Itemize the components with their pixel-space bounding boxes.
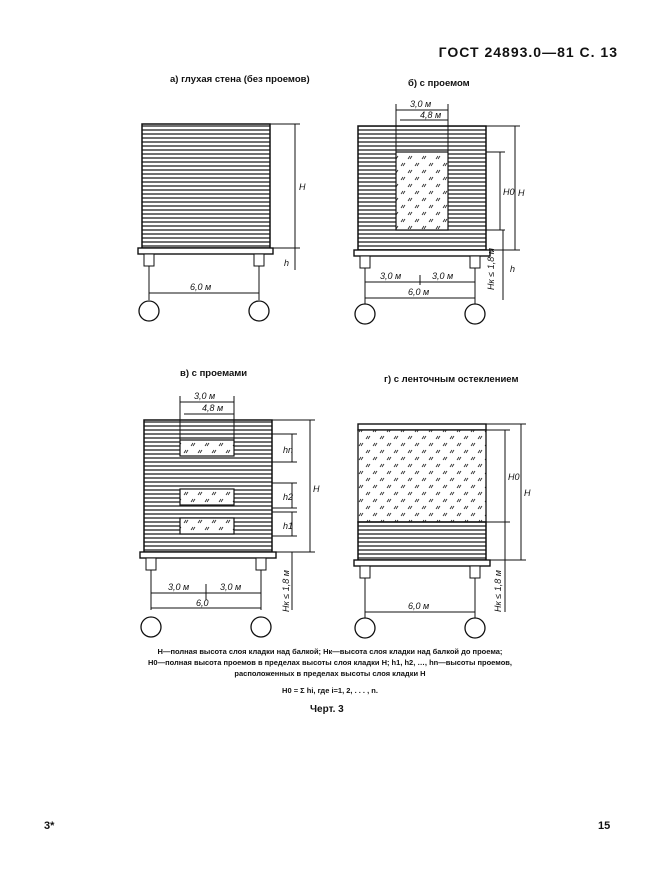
column-left	[355, 304, 375, 324]
column-right	[465, 618, 485, 638]
page-header: ГОСТ 24893.0—81 С. 13	[438, 44, 618, 60]
caption-a: а) глухая стена (без проемов)	[170, 74, 310, 85]
support-left	[146, 558, 156, 570]
beam	[138, 248, 273, 254]
hk-label: Hк ≤ 1,8 м	[493, 570, 503, 612]
beam	[354, 250, 490, 256]
h0-label: H0	[503, 187, 515, 197]
hk-label: Hк ≤ 1,8 м	[281, 570, 291, 612]
legend	[100, 646, 560, 696]
support-left	[360, 566, 370, 578]
masonry-layer	[358, 522, 486, 560]
support-left	[144, 254, 154, 266]
support-right	[470, 256, 480, 268]
opening-width2-label: 4,8 м	[202, 403, 224, 413]
h0-label: H0	[508, 472, 520, 482]
column-left	[355, 618, 375, 638]
legend-line-2: H0—полная высота проемов в пределах высоты слоя кладки H; h1, h2, …, hn—высоты проемов,	[148, 658, 512, 667]
height-label: H	[299, 182, 306, 192]
small-h-label: h	[284, 258, 290, 268]
caption-b: б) с проемом	[408, 78, 470, 89]
panel-b-with-opening	[354, 99, 525, 324]
support-right	[256, 558, 266, 570]
strip-glazing	[358, 430, 486, 522]
opening-width-label: 3,0 м	[410, 99, 432, 109]
legend-line-1: H—полная высота слоя кладки над балкой; Hк—высота слоя кладки над балкой до проема;	[157, 647, 503, 656]
support-right	[254, 254, 264, 266]
hn-label: hn	[283, 445, 294, 455]
masonry-layer	[142, 124, 270, 248]
caption-v: в) с проемами	[180, 368, 248, 379]
span-label: 6,0 м	[408, 601, 430, 611]
small-h-label: h	[510, 264, 516, 274]
panel-v-with-openings	[140, 391, 320, 637]
column-right	[465, 304, 485, 324]
column-left	[141, 617, 161, 637]
legend-line-3: расположенных в пределах высоты слоя кладки H	[234, 669, 426, 678]
column-right	[249, 301, 269, 321]
legend-formula: H0 = Σ hi, где i=1, 2, . . . , n.	[282, 686, 378, 695]
h2-label: h2	[283, 492, 294, 502]
opening-1	[180, 518, 234, 534]
window-opening	[396, 152, 448, 230]
left-dim-label: 3,0 м	[380, 271, 402, 281]
opening-width2-label: 4,8 м	[420, 110, 442, 120]
h1-label: h1	[283, 521, 294, 531]
height-label: H	[518, 188, 525, 198]
column-right	[251, 617, 271, 637]
column-left	[139, 301, 159, 321]
span-label: 6,0 м	[408, 287, 430, 297]
caption-g: г) с ленточным остеклением	[384, 374, 519, 385]
page-mark-left: 3*	[44, 820, 55, 832]
height-label: H	[524, 488, 531, 498]
span-label: 6,0	[196, 598, 209, 608]
opening-width-label: 3,0 м	[194, 391, 216, 401]
support-right	[470, 566, 480, 578]
right-dim-label: 3,0 м	[220, 582, 242, 592]
panel-a-blank-wall	[138, 124, 306, 321]
beam	[140, 552, 276, 558]
opening-2	[180, 489, 234, 505]
support-left	[360, 256, 370, 268]
opening-n	[180, 440, 234, 456]
beam	[354, 560, 490, 566]
right-dim-label: 3,0 м	[432, 271, 454, 281]
top-lintel	[358, 424, 486, 430]
figure-label: Черт. 3	[310, 704, 344, 715]
hk-label: Hк ≤ 1,8 м	[486, 248, 496, 290]
height-label: H	[313, 484, 320, 494]
span-label: 6,0 м	[190, 282, 212, 292]
left-dim-label: 3,0 м	[168, 582, 190, 592]
panel-g-strip-glazing	[354, 424, 531, 638]
page-number: 15	[598, 820, 611, 832]
